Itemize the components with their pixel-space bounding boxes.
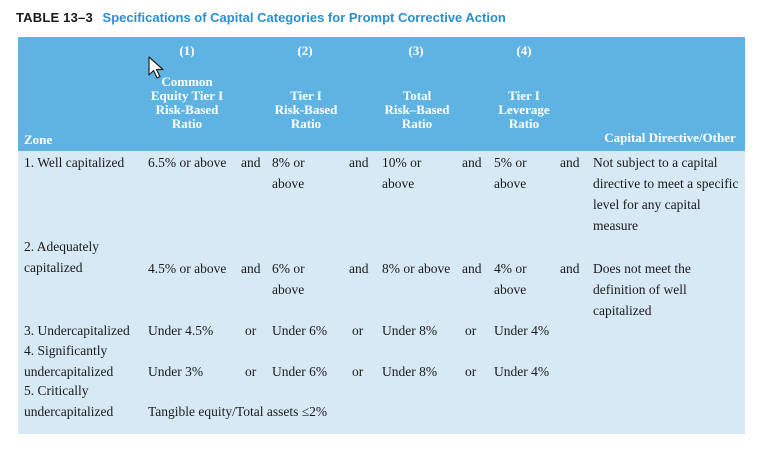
row-1-col2: 8% or above — [272, 155, 305, 191]
row-2-col1: 4.5% or above — [148, 261, 227, 276]
column-header-total-risk: Total Risk–Based Ratio — [384, 88, 450, 131]
row-1-zone: 1. Well capitalized — [24, 155, 125, 170]
row-4-col4: Under 4% — [494, 364, 550, 379]
row-4-connector-2: or — [352, 364, 364, 379]
row-4-zone: 4. Significantly undercapitalized — [24, 343, 114, 379]
row-1-connector-1: and — [241, 155, 261, 170]
column-header-directive: Capital Directive/Other — [604, 130, 736, 145]
table-caption — [16, 10, 506, 25]
row-3-col1: Under 4.5% — [148, 323, 214, 338]
row-3-col3: Under 8% — [382, 323, 438, 338]
row-4-col3: Under 8% — [382, 364, 438, 379]
row-2-zone: 2. Adequately capitalized — [24, 239, 99, 275]
row-3-connector-2: or — [352, 323, 364, 338]
row-5-col1: Tangible equity/Total assets ≤2% — [148, 404, 328, 419]
row-4-connector-3: or — [465, 364, 477, 379]
table-title: Specifications of Capital Categories for Prompt Corrective Action — [102, 10, 506, 25]
column-header-leverage: Tier I Leverage Ratio — [498, 88, 550, 131]
row-1-col1: 6.5% or above — [148, 155, 227, 170]
row-5-zone: 5. Critically undercapitalized — [24, 383, 114, 419]
row-3-col4: Under 4% — [494, 323, 550, 338]
row-3-zone: 3. Undercapitalized — [24, 323, 130, 338]
row-1-connector-3: and — [462, 155, 482, 170]
row-2-connector-2: and — [349, 261, 369, 276]
row-2-col5: Does not meet the definition of well capitalized — [593, 261, 691, 318]
column-header-zone: Zone — [24, 132, 53, 147]
row-2-col2: 6% or above — [272, 261, 305, 297]
row-2-col4: 4% or above — [494, 261, 527, 297]
row-1-col5: Not subject to a capital directive to meet a specific level for any capital measure — [593, 155, 739, 233]
column-number-3: (3) — [408, 43, 424, 58]
row-1-col4: 5% or above — [494, 155, 527, 191]
row-2-connector-1: and — [241, 261, 261, 276]
row-3-connector-1: or — [245, 323, 257, 338]
row-1-col3: 10% or above — [382, 155, 422, 191]
row-4-col1: Under 3% — [148, 364, 204, 379]
column-header-tier1-risk: Tier I Risk-Based Ratio — [274, 88, 338, 131]
table-label: TABLE 13–3 — [16, 10, 93, 25]
column-number-1: (1) — [179, 43, 195, 58]
row-3-connector-3: or — [465, 323, 477, 338]
mouse-pointer-icon — [148, 56, 166, 80]
row-4-connector-1: or — [245, 364, 257, 379]
column-number-4: (4) — [516, 43, 532, 58]
row-2-col3: 8% or above — [382, 261, 451, 276]
row-4-col2: Under 6% — [272, 364, 328, 379]
row-3-col2: Under 6% — [272, 323, 328, 338]
row-1-connector-2: and — [349, 155, 369, 170]
row-1-connector-4: and — [560, 155, 580, 170]
column-number-2: (2) — [297, 43, 313, 58]
column-header-common-equity: Common Equity Tier I Risk-Based Ratio — [150, 74, 224, 131]
row-2-connector-3: and — [462, 261, 482, 276]
row-2-connector-4: and — [560, 261, 580, 276]
